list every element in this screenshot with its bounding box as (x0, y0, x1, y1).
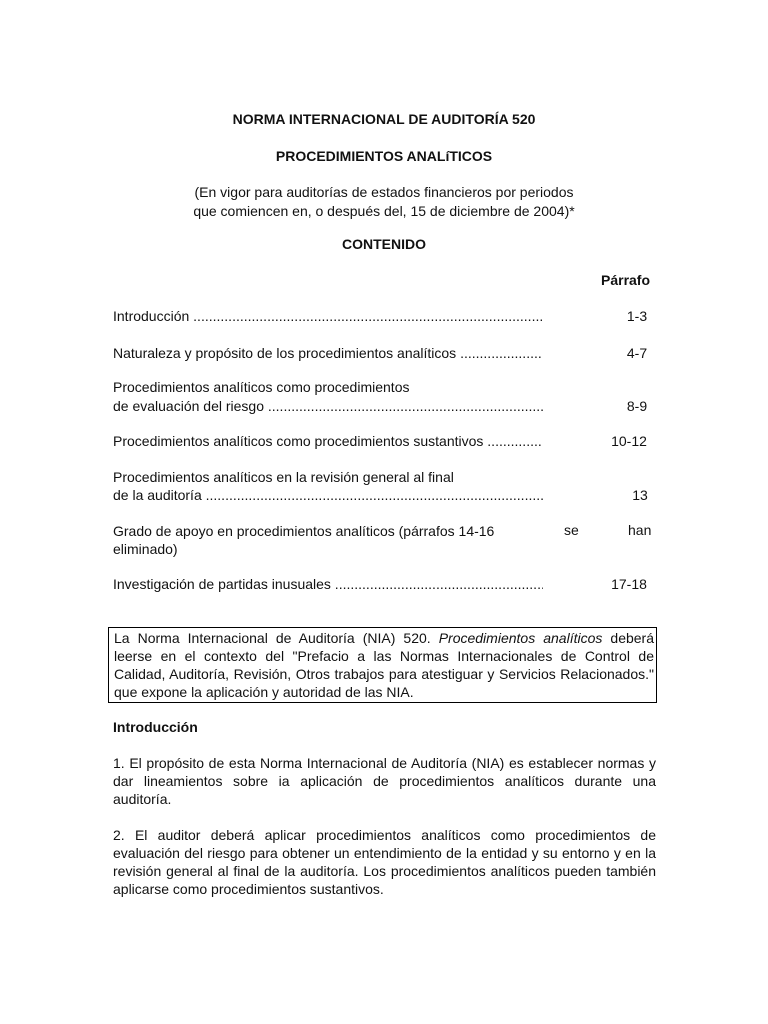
note-text-end: deberá leerse en el contexto del "Prefacio a las Normas Internacionales de Control de Calidad, Auditoría, Revisión, Otros trabajos para atestiguar y Servicios Relacionados." que expone la aplicación y autoridad de las NIA. (114, 630, 654, 700)
paragraph-column-heading: Párrafo (601, 272, 651, 288)
effective-date-note (0, 183, 768, 221)
document-subtitle: PROCEDIMIENTOS ANALíTICOS (275, 148, 493, 164)
document-title: NORMA INTERNACIONAL DE AUDITORÍA 520 (232, 111, 536, 127)
toc-label: Naturaleza y propósito de los procedimientos analíticos (113, 345, 457, 361)
toc-label: Procedimientos analíticos como procedimientos sustantivos (113, 433, 484, 449)
toc-label: de la auditoría (113, 487, 202, 503)
preface-note-box (108, 627, 657, 703)
toc-entry-grado-line2: eliminado) (113, 541, 178, 557)
toc-number: 4-7 (626, 345, 648, 361)
toc-number: 8-9 (626, 398, 648, 414)
introduction-heading: Introducción (113, 719, 198, 735)
toc-number: 13 (632, 487, 648, 503)
toc-entry-revision (113, 486, 543, 504)
toc-number: 1-3 (626, 308, 648, 324)
toc-entry-introduccion (113, 307, 543, 325)
toc-entry-grado-han: han (628, 522, 652, 538)
note-text-start: La Norma Internacional de Auditoría (NIA) 520. (114, 630, 439, 646)
toc-entry-grado-se: se (564, 522, 579, 538)
toc-entry-sustantivos (113, 432, 543, 450)
toc-entry-riesgo (113, 397, 543, 415)
toc-label: Investigación de partidas inusuales (113, 576, 331, 592)
toc-entry-revision-line1: Procedimientos analíticos en la revisión general al final (113, 469, 454, 485)
toc-entry-investigacion (113, 575, 543, 593)
paragraph-1: 1. El propósito de esta Norma Internacional de Auditoría (NIA) es establecer normas y dar lineamientos sobre ia aplicación de procedimientos analíticos durante una auditoría. (113, 755, 656, 807)
effective-date-line-1: (En vigor para auditorías de estados financieros por periodos (194, 184, 574, 200)
effective-date-line-2: que comiencen en, o después del, 15 de diciembre de 2004)* (193, 203, 575, 219)
note-text-italic: Procedimientos analíticos (438, 630, 603, 646)
toc-number: 17-18 (611, 576, 647, 592)
contents-heading: CONTENIDO (342, 236, 426, 252)
toc-label: Introducción (113, 308, 190, 324)
paragraph-2: 2. El auditor deberá aplicar procedimientos analíticos como procedimientos de evaluación del riesgo para obtener un entendimiento de la entidad y su entorno y en la revisión general al final de la auditoría. Los procedimientos analíticos pueden también aplicarse como procedimientos sustantivos. (113, 827, 656, 897)
toc-number: 10-12 (611, 433, 647, 449)
toc-entry-naturaleza (113, 344, 543, 362)
toc-entry-riesgo-line1: Procedimientos analíticos como procedimientos (113, 379, 410, 395)
toc-label: de evaluación del riesgo (113, 398, 264, 414)
toc-entry-grado-line1: Grado de apoyo en procedimientos analíticos (párrafos 14-16 (113, 523, 495, 539)
